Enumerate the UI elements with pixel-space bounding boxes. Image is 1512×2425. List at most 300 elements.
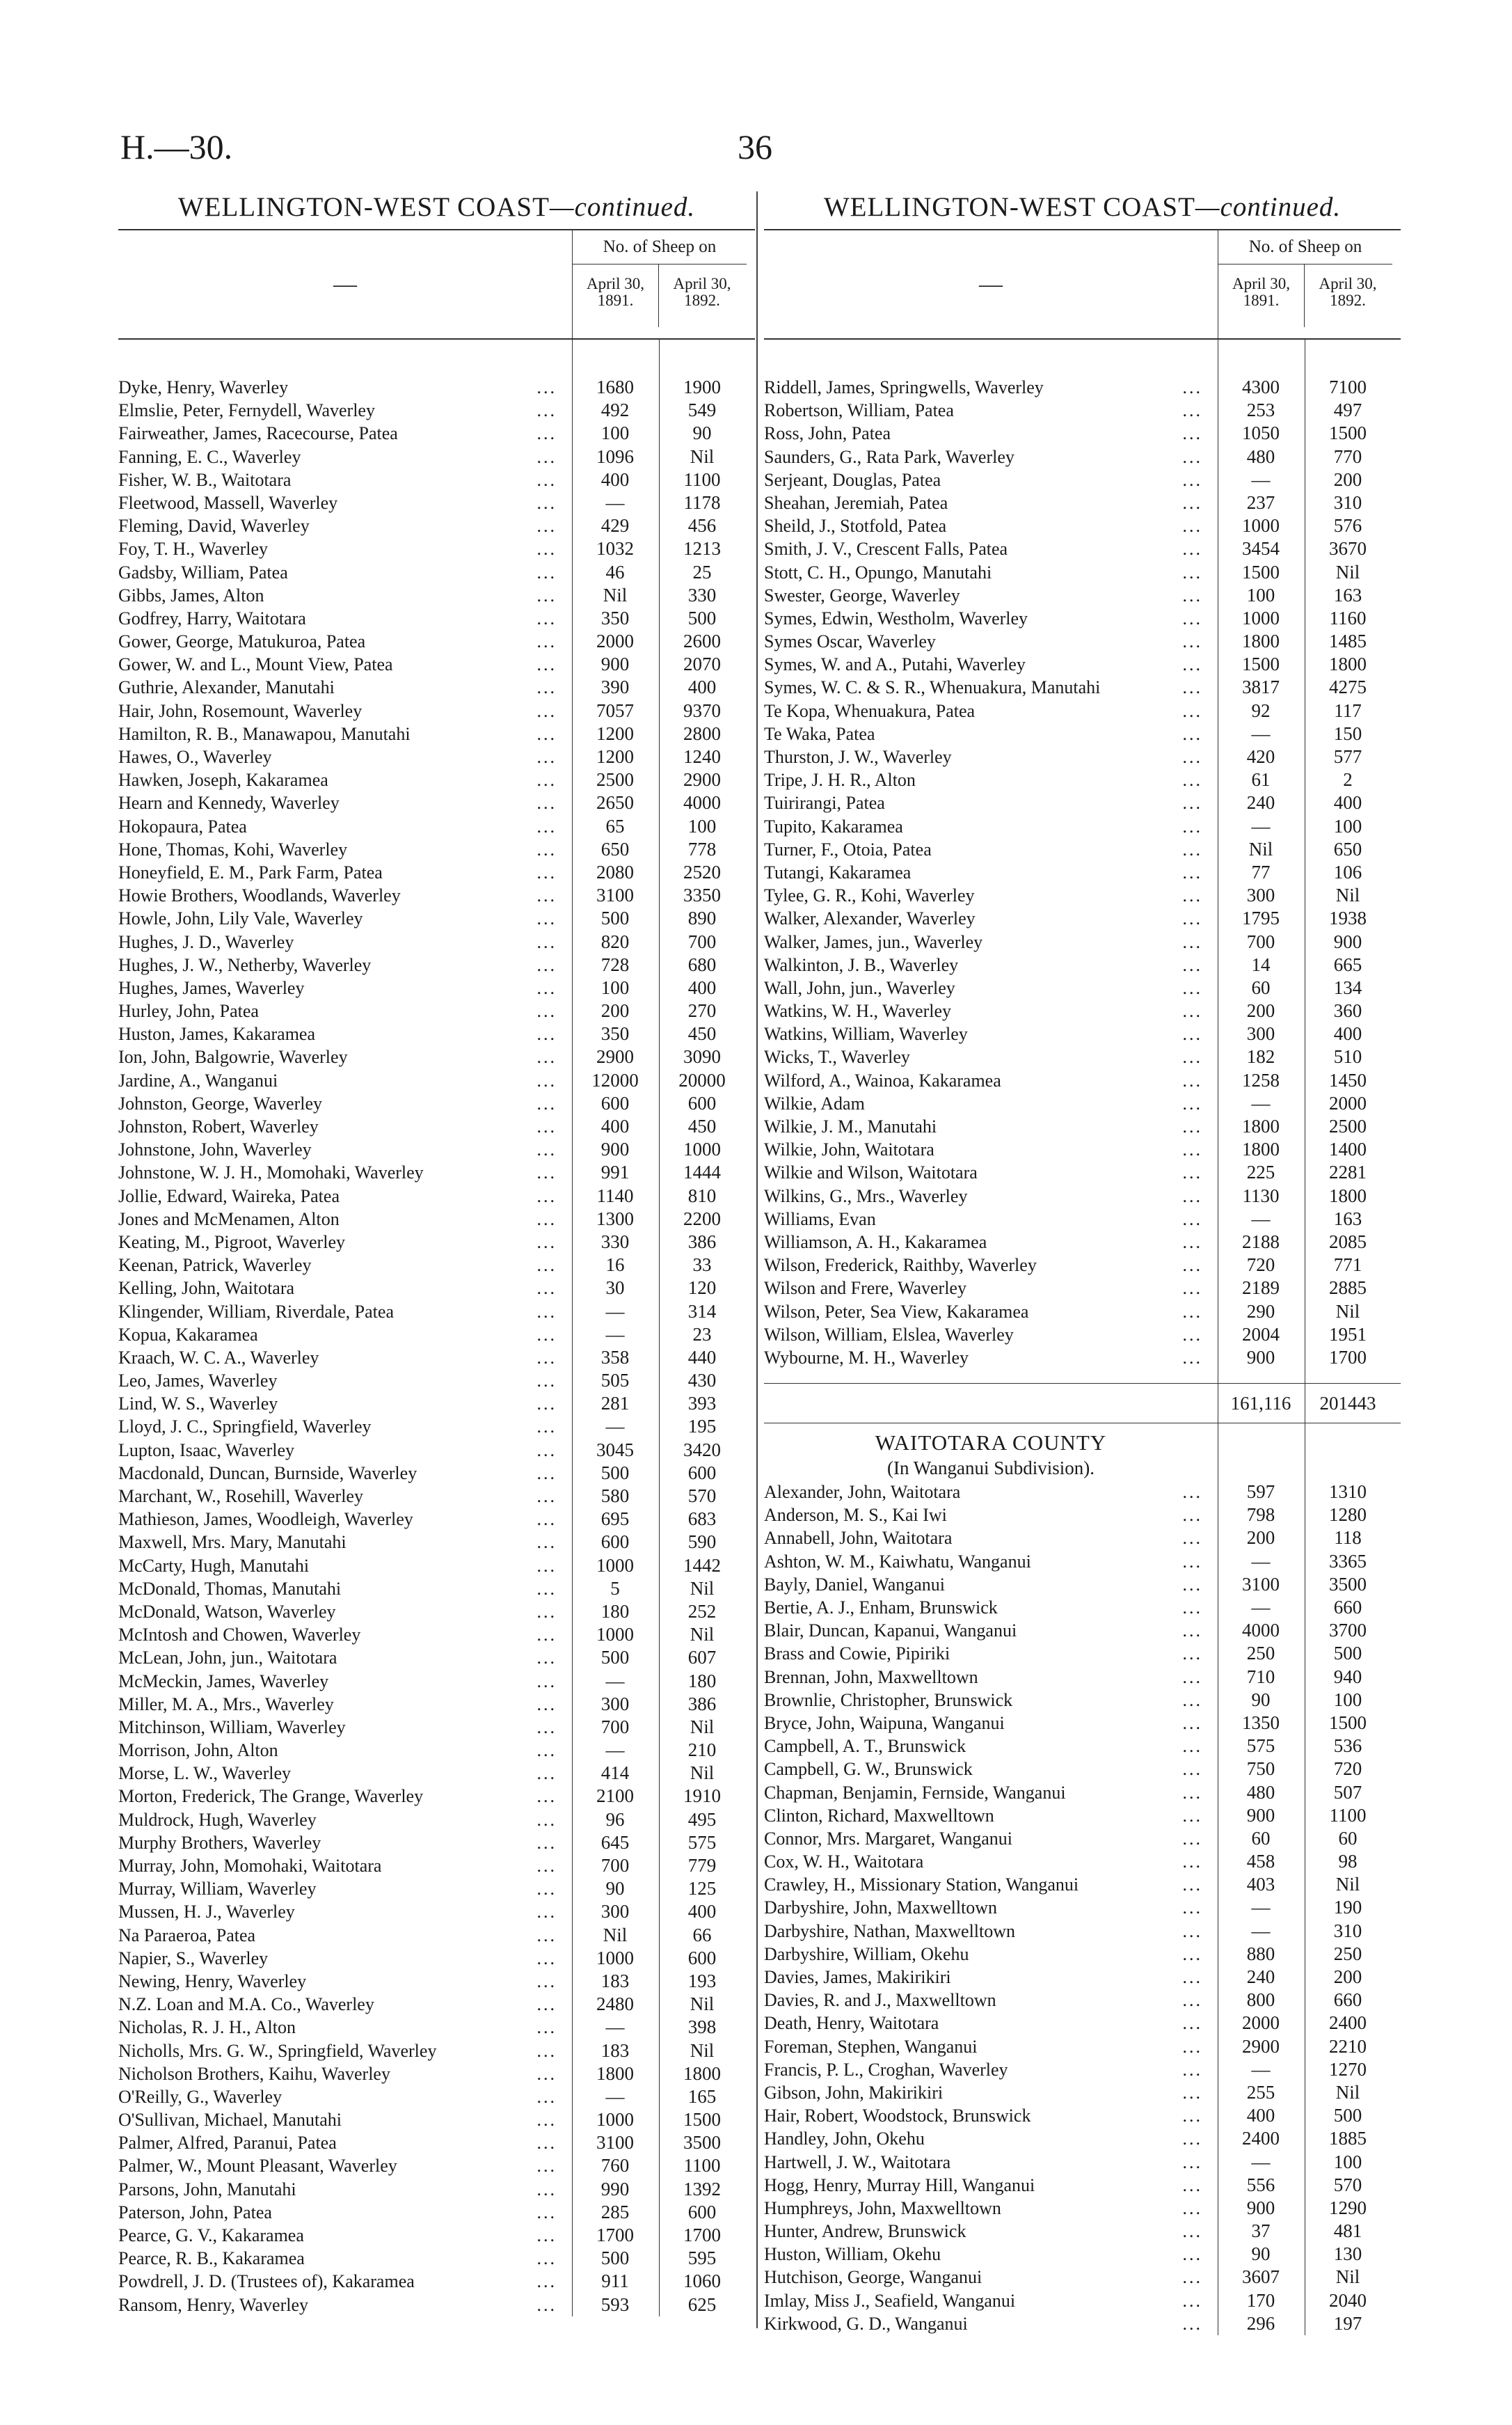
sheep-1892: 1060 bbox=[683, 2270, 721, 2292]
sheep-1891: 1200 bbox=[596, 746, 634, 767]
sheep-1892: 1800 bbox=[1329, 654, 1367, 675]
sheep-1891: 100 bbox=[1246, 584, 1275, 606]
sheep-1891: 500 bbox=[600, 1462, 630, 1483]
owner-name: Symes, W. C. & S. R., Whenuakura, Manutahi ... bbox=[764, 677, 1202, 698]
total-row bbox=[764, 1383, 1401, 1423]
sheep-1892: 200 bbox=[1333, 1966, 1362, 1987]
sheep-1891: 96 bbox=[605, 1808, 625, 1830]
table-row bbox=[764, 2058, 1401, 2081]
sheep-1891: 420 bbox=[1246, 746, 1275, 767]
sheep-1891: 296 bbox=[1246, 2312, 1275, 2334]
table-row bbox=[118, 1716, 755, 1739]
sheep-1891: 500 bbox=[600, 908, 630, 929]
sheep-1892: Nil bbox=[690, 1762, 715, 1784]
owner-name: Saunders, G., Rata Park, Waverley ... bbox=[764, 446, 1202, 467]
owner-name: Campbell, G. W., Brunswick ... bbox=[764, 1759, 1202, 1780]
table-row bbox=[764, 1323, 1401, 1346]
owner-name: Blair, Duncan, Kapanui, Wanganui ... bbox=[764, 1620, 1202, 1641]
sheep-1892: 33 bbox=[692, 1254, 712, 1276]
sheep-1891: 4300 bbox=[1242, 377, 1280, 397]
table-row bbox=[764, 1573, 1401, 1596]
table-row bbox=[118, 1508, 755, 1531]
sheep-1892: 440 bbox=[687, 1346, 717, 1368]
owner-name: Murray, John, Momohaki, Waitotara ... bbox=[118, 1856, 557, 1876]
table-row bbox=[118, 884, 755, 907]
table-row bbox=[118, 1854, 755, 1877]
sheep-1891: Nil bbox=[603, 584, 628, 606]
table-row bbox=[764, 700, 1401, 722]
sheep-1892: 1100 bbox=[683, 468, 721, 490]
table-row bbox=[118, 468, 755, 491]
table-row bbox=[764, 815, 1401, 838]
owner-name: Sheild, J., Stotfold, Patea ... bbox=[764, 516, 1202, 537]
owner-name: Powdrell, J. D. (Trustees of), Kakaramea ... bbox=[118, 2271, 557, 2292]
sheep-1892: 310 bbox=[1333, 1920, 1362, 1941]
table-row bbox=[764, 2127, 1401, 2150]
table-row bbox=[118, 861, 755, 884]
owner-name: Muldrock, Hugh, Waverley ... bbox=[118, 1809, 557, 1830]
owner-name: Johnstone, W. J. H., Momohaki, Waverley ... bbox=[118, 1162, 557, 1183]
table-row bbox=[118, 2039, 755, 2062]
right-column-title bbox=[764, 191, 1401, 229]
sheep-1891: 330 bbox=[600, 1231, 630, 1252]
sheep-1892: 1392 bbox=[683, 2178, 721, 2199]
owner-name: Brownlie, Christopher, Brunswick ... bbox=[764, 1689, 1202, 1710]
page-number: 36 bbox=[738, 127, 772, 166]
left-title-suffix: —continued. bbox=[549, 192, 696, 222]
sheep-1892: 2210 bbox=[1329, 2035, 1367, 2057]
table-row bbox=[118, 722, 755, 745]
table-row bbox=[118, 1115, 755, 1138]
sheep-1891: 900 bbox=[1246, 1804, 1275, 1826]
owner-name: Smith, J. V., Crescent Falls, Patea ... bbox=[764, 539, 1202, 560]
sheep-1892: 3365 bbox=[1329, 1550, 1367, 1572]
table-row bbox=[764, 653, 1401, 676]
owner-name: Symes Oscar, Waverley ... bbox=[764, 631, 1202, 652]
table-row bbox=[764, 468, 1401, 491]
sheep-1891: 900 bbox=[600, 1139, 630, 1160]
owner-name: Swester, George, Waverley ... bbox=[764, 585, 1202, 606]
owner-name: Paterson, John, Patea ... bbox=[118, 2202, 557, 2222]
owner-name: Wilkins, G., Mrs., Waverley ... bbox=[764, 1185, 1202, 1206]
sheep-1892: 590 bbox=[687, 1531, 717, 1553]
owner-name: Anderson, M. S., Kai Iwi ... bbox=[764, 1505, 1202, 1526]
sheep-1891: 100 bbox=[600, 422, 630, 444]
sheep-1892: 1270 bbox=[1329, 2058, 1367, 2080]
table-row bbox=[118, 1254, 755, 1277]
table-row bbox=[764, 1735, 1401, 1757]
sheep-1892: 940 bbox=[1333, 1666, 1362, 1687]
table-row bbox=[764, 1045, 1401, 1068]
table-row bbox=[118, 2085, 755, 2108]
sheep-1891: 2000 bbox=[1242, 2012, 1280, 2034]
sheep-1891: 414 bbox=[600, 1762, 630, 1784]
sheep-1891: 403 bbox=[1246, 1874, 1275, 1895]
owner-name: Wilson, William, Elslea, Waverley ... bbox=[764, 1324, 1202, 1345]
sheep-1892: 1485 bbox=[1329, 631, 1367, 652]
owner-name: Morrison, John, Alton ... bbox=[118, 1740, 557, 1761]
sheep-1891: 593 bbox=[600, 2293, 630, 2315]
owner-name: Kelling, John, Waitotara ... bbox=[118, 1278, 557, 1299]
sheep-1892: 398 bbox=[687, 2016, 717, 2038]
sheep-1892: 495 bbox=[687, 1808, 717, 1830]
owner-name: Watkins, W. H., Waverley ... bbox=[764, 1001, 1202, 1022]
owner-name: Guthrie, Alexander, Manutahi ... bbox=[118, 677, 557, 698]
sheep-1891: 92 bbox=[1251, 700, 1271, 721]
sheep-1892: 200 bbox=[1333, 468, 1362, 490]
sheep-1892: 3090 bbox=[683, 1046, 721, 1068]
sheep-1891: 575 bbox=[1246, 1735, 1275, 1757]
table-row bbox=[118, 2016, 755, 2039]
owner-name: Macdonald, Duncan, Burnside, Waverley ... bbox=[118, 1462, 557, 1483]
sheep-1891: — bbox=[605, 1670, 625, 1691]
owner-name: Hughes, J. D., Waverley ... bbox=[118, 931, 557, 952]
owner-name: Hunter, Andrew, Brunswick ... bbox=[764, 2221, 1202, 2242]
table-row bbox=[118, 1900, 755, 1923]
owner-name: Fanning, E. C., Waverley ... bbox=[118, 446, 557, 467]
table-row bbox=[118, 2062, 755, 2085]
table-row bbox=[118, 1670, 755, 1693]
sheep-1892: 607 bbox=[687, 1647, 717, 1668]
sheep-1891: 911 bbox=[601, 2270, 629, 2292]
sheep-1892: 3500 bbox=[683, 2132, 721, 2154]
owner-name: Hughes, J. W., Netherby, Waverley ... bbox=[118, 954, 557, 975]
owner-name: Tutangi, Kakaramea ... bbox=[764, 862, 1202, 883]
table-row bbox=[118, 676, 755, 699]
sheep-1892: 118 bbox=[1334, 1527, 1362, 1549]
owner-name: Hokopaura, Patea ... bbox=[118, 816, 557, 837]
table-row bbox=[118, 1000, 755, 1022]
owner-name: Darbyshire, John, Maxwelltown ... bbox=[764, 1897, 1202, 1918]
sheep-1892: 577 bbox=[1333, 746, 1362, 767]
owner-name: Howie Brothers, Woodlands, Waverley ... bbox=[118, 885, 557, 906]
sheep-1892: 165 bbox=[687, 2085, 717, 2107]
sheep-1892: 1885 bbox=[1329, 2128, 1367, 2149]
table-row bbox=[764, 561, 1401, 584]
owner-name: Te Kopa, Whenuakura, Patea ... bbox=[764, 700, 1202, 721]
table-row bbox=[764, 1619, 1401, 1642]
table-row bbox=[764, 2012, 1401, 2035]
owner-name: Godfrey, Harry, Waitotara ... bbox=[118, 608, 557, 629]
sheep-1892: 134 bbox=[1333, 977, 1362, 998]
sheep-1891: — bbox=[605, 1416, 625, 1437]
col-1891-header: April 30, 1891. bbox=[573, 264, 659, 327]
table-row bbox=[118, 1346, 755, 1369]
sheep-1892: 650 bbox=[1333, 838, 1362, 860]
left-table-body bbox=[118, 340, 755, 2316]
sheep-1891: 900 bbox=[1246, 1346, 1275, 1368]
owner-name: Johnston, George, Waverley ... bbox=[118, 1093, 557, 1114]
sheep-1892: 100 bbox=[1333, 2151, 1362, 2172]
table-row bbox=[764, 2035, 1401, 2058]
sheep-1891: 429 bbox=[600, 515, 630, 537]
sheep-1892: 100 bbox=[1333, 815, 1362, 837]
table-row bbox=[118, 838, 755, 861]
owner-name: Hearn and Kennedy, Waverley ... bbox=[118, 793, 557, 814]
owner-name: Fairweather, James, Racecourse, Patea ... bbox=[118, 423, 557, 444]
sheep-1891: 200 bbox=[1246, 1527, 1275, 1549]
owner-name: Chapman, Benjamin, Fernside, Wanganui ... bbox=[764, 1782, 1202, 1803]
sheep-1891: 7057 bbox=[596, 700, 634, 721]
sheep-group-header: No. of Sheep on bbox=[573, 230, 747, 264]
table-row bbox=[118, 584, 755, 607]
table-row bbox=[118, 1208, 755, 1231]
sheep-1891: 1050 bbox=[1242, 422, 1280, 444]
owner-name: Keenan, Patrick, Waverley ... bbox=[118, 1255, 557, 1276]
left-column bbox=[118, 191, 755, 2316]
sheep-1892: 770 bbox=[1333, 445, 1362, 467]
table-row bbox=[118, 907, 755, 930]
table-row bbox=[118, 1323, 755, 1346]
sheep-1892: 665 bbox=[1333, 954, 1362, 975]
table-row bbox=[118, 1231, 755, 1254]
sheep-1892: 1500 bbox=[1329, 422, 1367, 444]
owner-name: Mussen, H. J., Waverley ... bbox=[118, 1902, 557, 1922]
sheep-1891: 350 bbox=[600, 1023, 630, 1045]
name-column-header: — bbox=[979, 271, 1003, 297]
sheep-1891: 90 bbox=[1251, 1689, 1271, 1710]
sheep-1892: 210 bbox=[687, 1739, 717, 1761]
table-row bbox=[764, 399, 1401, 422]
sheep-1892: 193 bbox=[687, 1970, 717, 1991]
owner-name: Bertie, A. J., Enham, Brunswick ... bbox=[764, 1597, 1202, 1618]
table-row bbox=[764, 630, 1401, 653]
table-row bbox=[764, 1850, 1401, 1873]
sheep-1891: 2500 bbox=[596, 769, 634, 791]
sheep-1892: 400 bbox=[687, 677, 717, 698]
owner-name: Williams, Evan ... bbox=[764, 1208, 1202, 1229]
owner-name: Newing, Henry, Waverley ... bbox=[118, 1970, 557, 1991]
table-row bbox=[764, 1943, 1401, 1966]
sheep-1892: 2070 bbox=[683, 654, 721, 675]
table-row bbox=[118, 422, 755, 445]
owner-name: Napier, S., Waverley ... bbox=[118, 1948, 557, 1968]
owner-name: Death, Henry, Waitotara ... bbox=[764, 2013, 1202, 2034]
sheep-1892: 3670 bbox=[1329, 538, 1367, 560]
owner-name: Tupito, Kakaramea ... bbox=[764, 816, 1202, 837]
sheep-1892: 456 bbox=[687, 515, 717, 537]
table-row bbox=[764, 2243, 1401, 2266]
table-row bbox=[764, 491, 1401, 514]
owner-name: Parsons, John, Manutahi ... bbox=[118, 2179, 557, 2199]
sheep-1891: 3045 bbox=[596, 1439, 634, 1460]
sheep-1891: 1500 bbox=[1242, 561, 1280, 583]
owner-name: Symes, Edwin, Westholm, Waverley ... bbox=[764, 608, 1202, 629]
sheep-1892: 2040 bbox=[1329, 2289, 1367, 2311]
sheep-1892: 120 bbox=[687, 1277, 717, 1299]
sheep-1892: 2900 bbox=[683, 769, 721, 791]
owner-name: Gadsby, William, Patea ... bbox=[118, 562, 557, 583]
sheep-1891: 1200 bbox=[596, 722, 634, 744]
owner-name: Nicholls, Mrs. G. W., Springfield, Waverley ... bbox=[118, 2040, 557, 2061]
table-row bbox=[764, 1781, 1401, 1804]
sheep-1892: 2000 bbox=[1329, 1092, 1367, 1114]
col-1892-header: April 30, 1892. bbox=[1319, 275, 1377, 309]
sheep-1891: — bbox=[605, 1739, 625, 1761]
sheep-1891: 300 bbox=[1246, 885, 1275, 906]
sheep-1891: — bbox=[605, 2016, 625, 2038]
sheep-1891: 3454 bbox=[1242, 538, 1280, 560]
sheep-1892: 481 bbox=[1333, 2220, 1362, 2242]
owner-name: Serjeant, Douglas, Patea ... bbox=[764, 469, 1202, 490]
sheep-1891: 1032 bbox=[596, 538, 634, 560]
sheep-1891: 990 bbox=[600, 2178, 630, 2199]
owner-name: Watkins, William, Waverley ... bbox=[764, 1024, 1202, 1045]
table-row bbox=[764, 907, 1401, 930]
owner-name: Marchant, W., Rosehill, Waverley ... bbox=[118, 1486, 557, 1506]
sheep-1892: 330 bbox=[687, 584, 717, 606]
owner-name: Tuirirangi, Patea ... bbox=[764, 793, 1202, 814]
owner-name: McLean, John, jun., Waitotara ... bbox=[118, 1648, 557, 1668]
owner-name: N.Z. Loan and M.A. Co., Waverley ... bbox=[118, 1994, 557, 2015]
owner-name: Jollie, Edward, Waireka, Patea ... bbox=[118, 1185, 557, 1206]
table-row bbox=[764, 607, 1401, 630]
sheep-1892: 1100 bbox=[1329, 1804, 1367, 1826]
table-row bbox=[118, 768, 755, 791]
table-row bbox=[118, 2154, 755, 2177]
owner-name: Palmer, Alfred, Paranui, Patea ... bbox=[118, 2133, 557, 2154]
col-1892-header: April 30, 1892. bbox=[673, 275, 731, 309]
sheep-1892: Nil bbox=[690, 2039, 715, 2061]
page-code: H.—30. bbox=[120, 127, 233, 166]
sheep-1892: 1938 bbox=[1329, 908, 1367, 929]
owner-name: Hamilton, R. B., Manawapou, Manutahi ... bbox=[118, 723, 557, 744]
table-row bbox=[118, 1600, 755, 1623]
sheep-1892: 386 bbox=[687, 1693, 717, 1714]
table-row bbox=[118, 537, 755, 560]
table-row bbox=[764, 954, 1401, 977]
sheep-1891: 2000 bbox=[596, 631, 634, 652]
sheep-1891: 358 bbox=[600, 1346, 630, 1368]
sheep-1892: 430 bbox=[687, 1370, 717, 1391]
sheep-1891: 1000 bbox=[596, 2109, 634, 2131]
sheep-1891: — bbox=[1251, 468, 1271, 490]
table-row bbox=[118, 514, 755, 537]
sheep-1892: 150 bbox=[1333, 722, 1362, 744]
table-row bbox=[764, 2197, 1401, 2220]
sheep-1892: 1900 bbox=[683, 377, 721, 397]
owner-name: Davies, R. and J., Maxwelltown ... bbox=[764, 1990, 1202, 2011]
sheep-1891: 400 bbox=[600, 468, 630, 490]
table-row bbox=[118, 2224, 755, 2247]
owner-name: Leo, James, Waverley ... bbox=[118, 1371, 557, 1391]
sheep-1891: 65 bbox=[605, 815, 625, 837]
sheep-1891: 30 bbox=[605, 1277, 625, 1299]
owner-name: Fleming, David, Waverley ... bbox=[118, 516, 557, 537]
sheep-1891: 505 bbox=[600, 1370, 630, 1391]
sheep-1892: 1178 bbox=[683, 491, 721, 513]
sheep-1891: 600 bbox=[600, 1531, 630, 1553]
table-row bbox=[764, 584, 1401, 607]
table-row bbox=[118, 1808, 755, 1831]
owner-name: Wilkie, John, Waitotara ... bbox=[764, 1139, 1202, 1160]
sheep-1892: 720 bbox=[1333, 1758, 1362, 1780]
sheep-1892: 500 bbox=[1333, 2105, 1362, 2126]
sheep-1892: 1910 bbox=[683, 1785, 721, 1807]
sheep-1892: 600 bbox=[687, 1462, 717, 1483]
owner-name: Hawken, Joseph, Kakaramea ... bbox=[118, 770, 557, 791]
sheep-1892: 1290 bbox=[1329, 2197, 1367, 2218]
sheep-1891: 800 bbox=[1246, 1989, 1275, 2011]
owner-name: Thurston, J. W., Waverley ... bbox=[764, 747, 1202, 767]
sheep-1892: 890 bbox=[687, 908, 717, 929]
sheep-1892: 778 bbox=[687, 838, 717, 860]
sheep-1891: 2189 bbox=[1242, 1277, 1280, 1299]
sheep-1891: 3100 bbox=[1242, 1573, 1280, 1595]
owner-name: Gower, George, Matukuroa, Patea ... bbox=[118, 631, 557, 652]
sheep-1891: — bbox=[1251, 1208, 1271, 1229]
table-row bbox=[764, 2151, 1401, 2174]
sheep-1892: 570 bbox=[687, 1485, 717, 1506]
sheep-1892: 100 bbox=[1333, 1689, 1362, 1710]
sheep-1892: Nil bbox=[1335, 2266, 1360, 2288]
sheep-1892: 3500 bbox=[1329, 1573, 1367, 1595]
owner-name: Johnston, Robert, Waverley ... bbox=[118, 1116, 557, 1137]
sheep-1891: 3100 bbox=[596, 885, 634, 906]
sheep-1891: 290 bbox=[1246, 1300, 1275, 1322]
sheep-1892: 1800 bbox=[1329, 1185, 1367, 1206]
sheep-1891: 720 bbox=[1246, 1254, 1275, 1276]
owner-name: Alexander, John, Waitotara ... bbox=[764, 1482, 1202, 1503]
sheep-1892: Nil bbox=[1335, 561, 1360, 583]
sheep-1892: 1100 bbox=[683, 2155, 721, 2177]
sheep-1891: 556 bbox=[1246, 2174, 1275, 2195]
owner-name: Francis, P. L., Croghan, Waverley ... bbox=[764, 2059, 1202, 2080]
table-row bbox=[118, 491, 755, 514]
sheep-1892: 180 bbox=[687, 1670, 717, 1691]
sheep-1892: 2 bbox=[1343, 769, 1353, 791]
sheep-1891: 600 bbox=[600, 1092, 630, 1114]
sheep-1892: 683 bbox=[687, 1508, 717, 1530]
owner-name: Te Waka, Patea ... bbox=[764, 723, 1202, 744]
table-row bbox=[764, 1550, 1401, 1573]
sheep-1892: 600 bbox=[687, 1947, 717, 1968]
owner-name: McDonald, Watson, Waverley ... bbox=[118, 1601, 557, 1622]
owner-name: Clinton, Richard, Maxwelltown ... bbox=[764, 1805, 1202, 1826]
sheep-1892: 2800 bbox=[683, 722, 721, 744]
owner-name: Ross, John, Patea ... bbox=[764, 423, 1202, 444]
owner-name: Lupton, Isaac, Waverley ... bbox=[118, 1439, 557, 1460]
sheep-1891: 1700 bbox=[596, 2225, 634, 2245]
table-row bbox=[118, 607, 755, 630]
sheep-1892: Nil bbox=[1335, 1300, 1360, 1322]
table-row bbox=[764, 1712, 1401, 1735]
owner-name: Hurley, John, Patea ... bbox=[118, 1001, 557, 1022]
owner-name: Ashton, W. M., Kaiwhatu, Wanganui ... bbox=[764, 1551, 1202, 1572]
sheep-1891: 390 bbox=[600, 677, 630, 698]
table-row bbox=[764, 676, 1401, 699]
sheep-1892: 117 bbox=[1334, 700, 1362, 721]
sheep-1891: 1680 bbox=[596, 377, 634, 397]
sheep-1892: 660 bbox=[1333, 1597, 1362, 1618]
sheep-1891: 16 bbox=[605, 1254, 625, 1276]
table-row bbox=[764, 537, 1401, 560]
owner-name: Kraach, W. C. A., Waverley ... bbox=[118, 1347, 557, 1368]
sheep-1891: 350 bbox=[600, 607, 630, 629]
sheep-1891: 90 bbox=[605, 1878, 625, 1899]
sheep-1892: 98 bbox=[1338, 1851, 1358, 1872]
sheep-1892: 400 bbox=[687, 1901, 717, 1922]
table-row bbox=[118, 561, 755, 584]
sheep-1891: 2004 bbox=[1242, 1323, 1280, 1345]
owner-name: Nicholson Brothers, Kaihu, Waverley ... bbox=[118, 2063, 557, 2084]
owner-name: Tripe, J. H. R., Alton ... bbox=[764, 770, 1202, 791]
table-row bbox=[764, 2289, 1401, 2312]
table-row bbox=[118, 1924, 755, 1947]
owner-name: O'Reilly, G., Waverley ... bbox=[118, 2086, 557, 2107]
sheep-1892: 310 bbox=[1333, 491, 1362, 513]
owner-name: McMeckin, James, Waverley ... bbox=[118, 1670, 557, 1691]
